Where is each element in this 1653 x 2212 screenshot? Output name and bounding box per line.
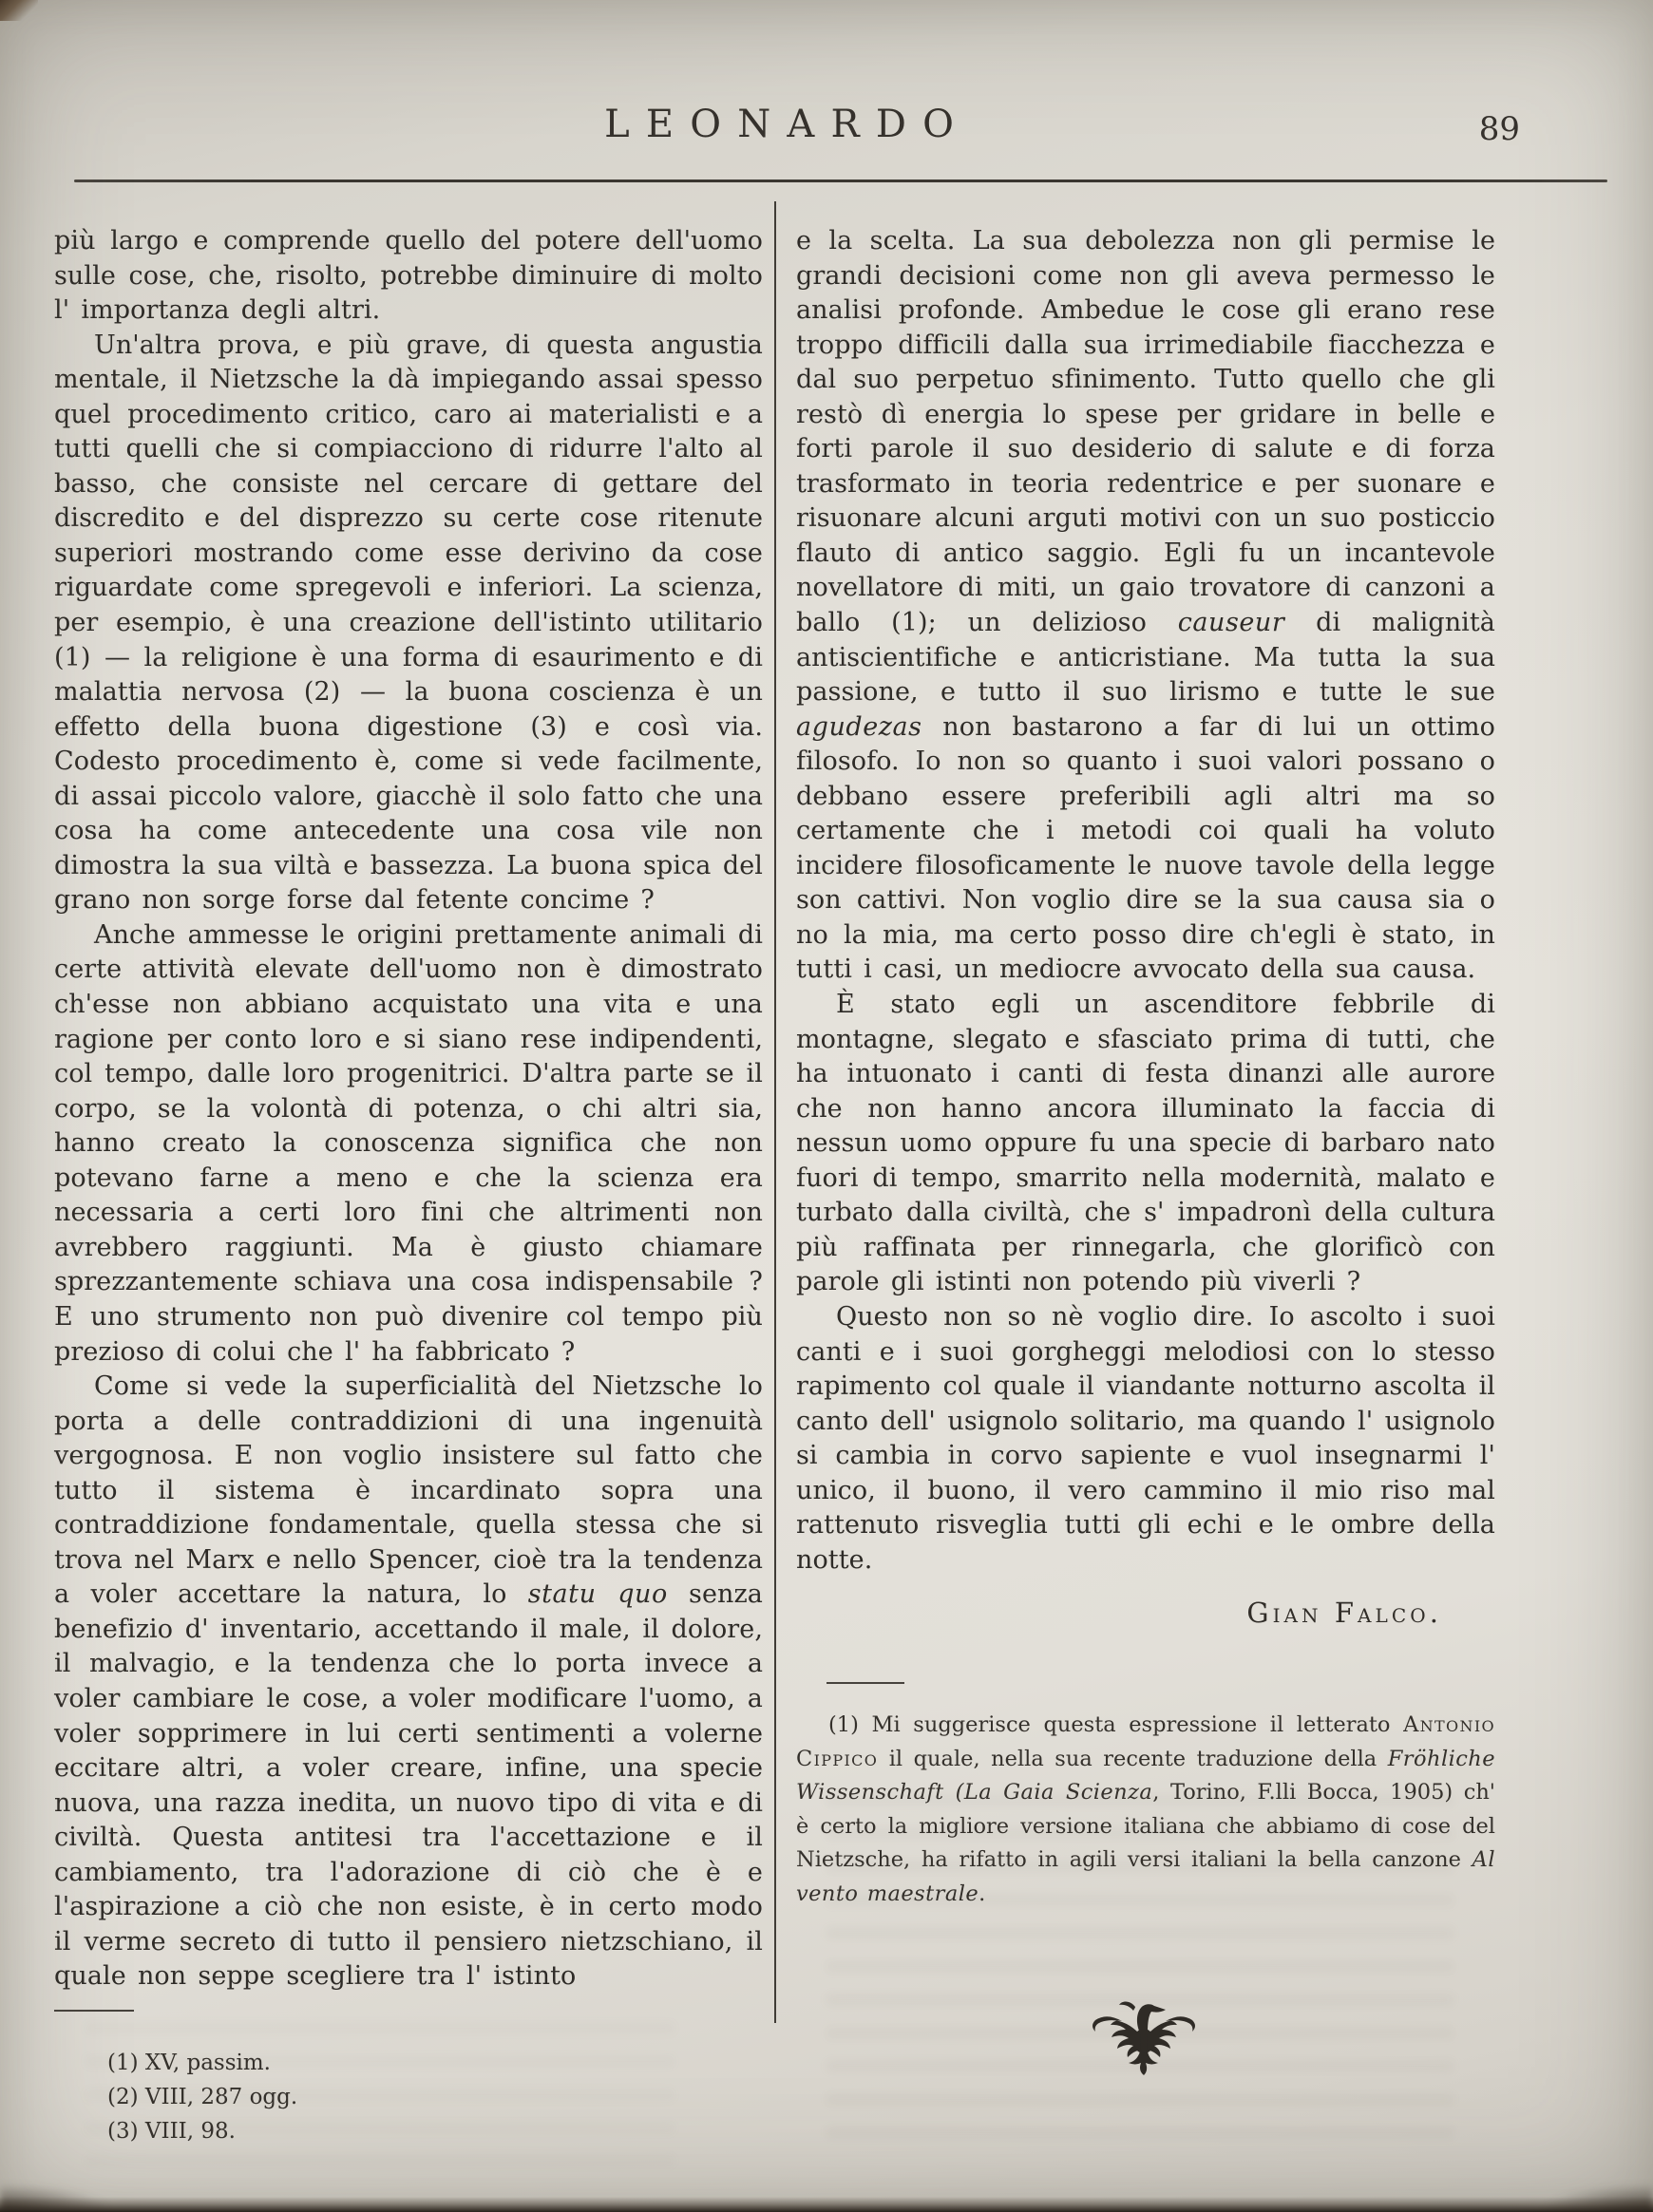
article-signature: Gian Falco. [1246,1597,1442,1630]
paragraph: Anche ammesse le origini prettamente animali di certe attività elevate dell'uomo non è dimostrato ch'esse non abbiano acquistato una vita e una ragione per conto loro e si siano rese indipendenti, col tempo, dalle loro progenitrici. D'altra parte se il corpo, se la volontà di potenza, o chi altri sia, hanno creato la conoscenza significa che non potevano farne a meno e che la scienza era necessaria a certi loro fini che altrimenti non avrebbero raggiunti. Ma è giusto chiamare sprezzantemente schiava una cosa indispensabile ? E uno strumento non può divenire col tempo più prezioso di colui che l' ha fabbricato ? [54,919,763,1367]
paragraph: e la scelta. La sua debolezza non gli permise le grandi decisioni come non gli aveva permesso le analisi profonde. Ambedue le cose gli erano rese troppo difficili dalla sua irrimediabile fiacchezza e dal suo perpetuo sfinimento. Tutto quello che gli restò dì energia lo spese per gridare in belle e forti parole il suo desiderio di salute e di forza trasformato in teoria redentrice e per suonare e risuonare alcuni arguti motivi con un suo posticcio flauto di antico saggio. Egli fu un incantevole novellatore di miti, un gaio trovatore di canzoni a ballo (1); un delizioso causeur di malignità antiscientifiche e anticristiane. Ma tutta la sua passione, e tutto il suo lirismo e tutte le sue agudezas non bastarono a far di lui un ottimo filosofo. Io non so quanto i suoi valori possano o debbano essere preferibili agli altri ma so certamente che i metodi coi quali ha voluto incidere filosoficamente le nuove tavole della legge son cattivi. Non voglio dire se la sua causa sia o no la mia, ma certo posso dire ch'egli è stato, in tutti i casi, un mediocre avvocato della sua causa. [796,226,1495,985]
left-column [54,224,763,2148]
ornament-container [796,1998,1495,2082]
footnote-line: (1) XV, passim. [107,2050,271,2075]
photo-corner-shadow [0,0,38,21]
article-footnote: (1) Mi suggerisce questa espressione il letterato Antonio Cippico il quale, nella sua recente traduzione della Fröhliche Wissenschaft (La Gaia Scienza, Torino, F.lli Bocca, 1905) ch' è certo la migliore versione italiana che abbiamo di cose del Nietzsche, ha rifatto in agili versi italiani la bella canzone Al vento maestrale. [796,1712,1495,1906]
footnote-separator-rule [826,1682,904,1684]
footnote-separator-rule [54,2010,134,2012]
header-rule [74,180,1607,182]
journal-title: LEONARDO [604,103,971,146]
paragraph: Questo non so nè voglio dire. Io ascolto i suoi canti e i suoi gorgheggi melodiosi con lo stesso rapimento col quale il viandante notturno ascolta il canto dell' usignolo solitario, ma quando l' usignolo si cambia in corvo sapiente e vuol insegnarmi l' unico, il buono, il vero cammino il mio riso mal rattenuto risveglia tutti gli echi e le ombre della notte. [796,1301,1495,1575]
phoenix-eagle-ornament-icon [1086,1998,1206,2078]
paragraph: Un'altra prova, e più grave, di questa angustia mentale, il Nietzsche la dà impiegando assai spesso quel procedimento critico, caro ai materialisti e a tutti quelli che si compiacciono di ridurre l'alto al basso, che consiste nel cercare di gettare del discredito e del disprezzo su certe cose ritenute superiori mostrando come esse derivino da cose riguardate come spregevoli e inferiori. La scienza, per esempio, è una creazione dell'istinto utilitario (1) — la religione è una forma di esaurimento e di malattia nervosa (2) — la buona coscienza è un effetto della buona digestione (3) e così via. Codesto procedimento è, come si vede facilmente, di assai piccolo valore, giacchè il solo fatto che una cosa ha come antecedente una cosa vile non dimostra la sua viltà e bassezza. La buona spica del grano non sorge forse dal fetente concime ? [54,330,763,916]
footnotes [54,2046,763,2148]
page-number: 89 [1478,110,1520,148]
paragraph: Come si vede la superficialità del Nietzsche lo porta a delle contraddizioni di una ingenuità vergognosa. E non voglio insistere sul fatto che tutto il sistema è incardinato sopra una contraddizione fondamentale, quella stessa che si trova nel Marx e nello Spencer, cioè tra la tendenza a voler accettare la natura, lo statu quo senza benefizio d' inventario, accettando il male, il dolore, il malvagio, e la tendenza che lo porta invece a voler cambiare le cose, a voler modificare l'uomo, a voler sopprimere in lui certi sentimenti a volerne eccitare altri, a voler creare, infine, una specie nuova, una razza inedita, un nuovo tipo di vita e di civiltà. Questa antitesi tra l'accettazione e il cambiamento, tra l'adorazione di ciò che è e l'aspirazione a ciò che non esiste, è in certo modo il verme secreto di tutto il pensiero nietzschiano, il quale non seppe scegliere tra l' istinto [54,1371,763,1992]
footnote-line: (2) VIII, 287 ogg. [107,2084,298,2109]
right-column [796,224,1495,2082]
paragraph: più largo e comprende quello del potere dell'uomo sulle cose, che, risolto, potrebbe diminuire di molto l' importanza degli altri. [54,226,763,326]
paragraph: È stato egli un ascenditore febbrile di montagne, slegato e sfasciato prima di tutti, che ha intuonato i canti di festa dinanzi alle aurore che non hanno ancora illuminato la faccia di nessun uomo oppure fu una specie di barbaro nato fuori di tempo, smarrito nella modernità, malato e turbato dalla civiltà, che s' impadronì della cultura più raffinata per rinnegarla, che glorificò con parole gli istinti non potendo più viverli ? [796,990,1495,1297]
masthead [74,103,1607,160]
photo-bottom-edge [0,2197,1653,2212]
footnote-line: (3) VIII, 98. [107,2118,236,2144]
column-divider-rule [774,201,776,2023]
